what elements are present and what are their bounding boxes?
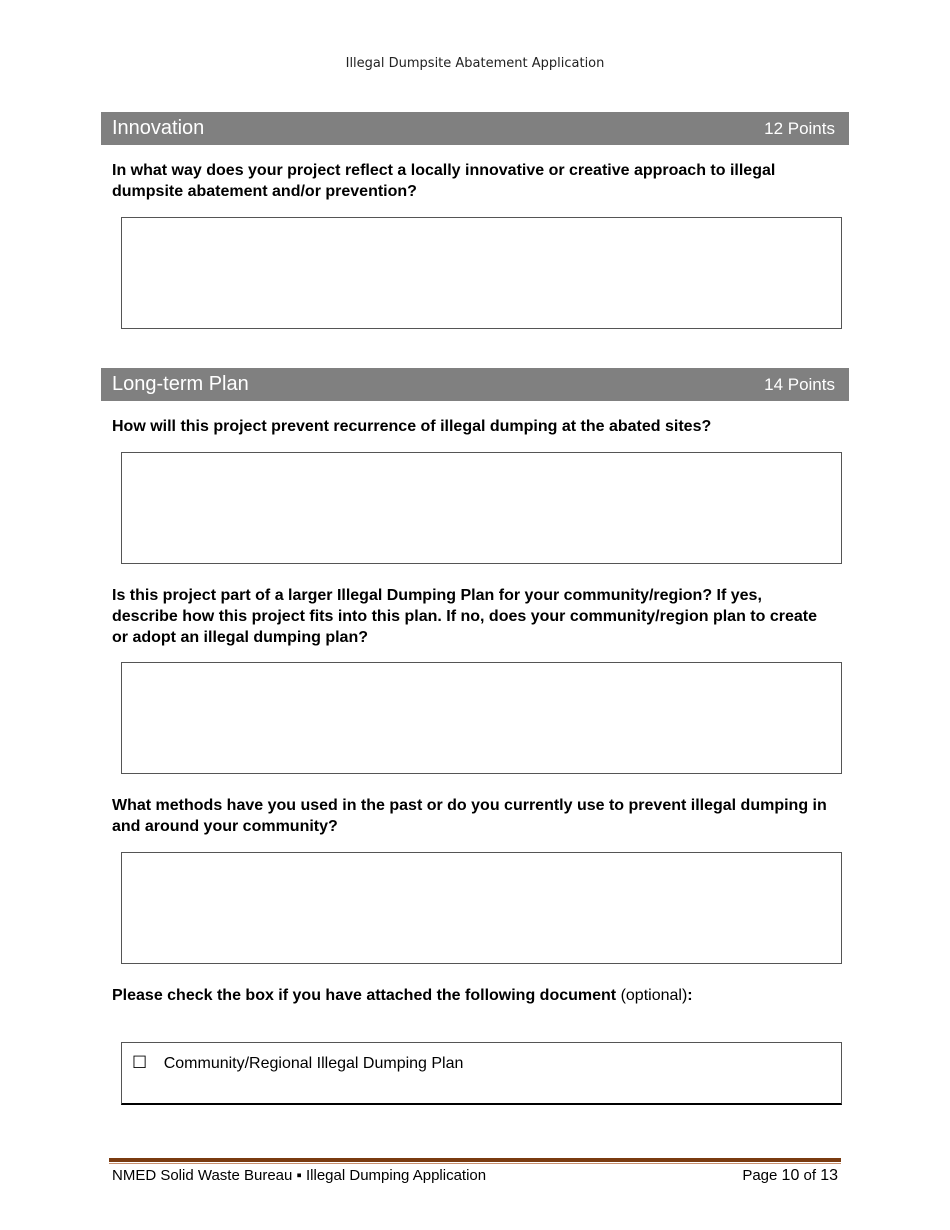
question-larger-plan: Is this project part of a larger Illegal Dumping Plan for your community/region? If yes, describe how this project fits into this plan. If no, does your community/region plan to create or adopt an illegal dumping plan? <box>112 587 817 646</box>
attachment-prompt-optional: (optional) <box>620 987 688 1004</box>
footer-rule <box>109 1158 841 1162</box>
footer-page-total: 13 <box>820 1167 838 1184</box>
footer-rule-thin <box>109 1163 841 1164</box>
section-bar-innovation <box>101 112 849 145</box>
document-header-title: Illegal Dumpsite Abatement Application <box>345 56 605 71</box>
section-bar-long-term-plan <box>101 368 849 401</box>
attachment-checklist <box>121 1042 842 1105</box>
question-innovation: In what way does your project reflect a locally innovative or creative approach to illegal dumpsite abatement and/or prevention? <box>112 162 776 200</box>
attachment-prompt-text: Please check the box if you have attached the following document <box>112 987 617 1004</box>
checkbox-label: Community/Regional Illegal Dumping Plan <box>163 1055 464 1072</box>
attachment-prompt-colon: : <box>687 987 693 1004</box>
answer-box-prevent-recurrence[interactable] <box>121 452 842 564</box>
section-title: Long-term Plan <box>112 373 249 395</box>
checkbox[interactable]: ☐ <box>132 1053 148 1073</box>
section-points: 12 Points <box>764 118 835 138</box>
footer-left-text: NMED Solid Waste Bureau ▪ Illegal Dumping Application <box>112 1167 487 1184</box>
footer-page-current: 10 <box>781 1167 800 1184</box>
question-past-methods: What methods have you used in the past or do you currently use to prevent illegal dumping in and around your community? <box>112 797 827 835</box>
footer-page-word: Page <box>742 1167 778 1184</box>
answer-box-past-methods[interactable] <box>121 852 842 964</box>
footer-page-number <box>742 1167 838 1185</box>
footer-page-of: of <box>803 1167 817 1184</box>
answer-box-innovation[interactable] <box>121 217 842 329</box>
section-points: 14 Points <box>764 374 835 394</box>
answer-box-larger-plan[interactable] <box>121 662 842 774</box>
section-title: Innovation <box>112 117 205 139</box>
question-prevent-recurrence: How will this project prevent recurrence of illegal dumping at the abated sites? <box>112 418 712 435</box>
attachment-prompt <box>112 985 832 1006</box>
